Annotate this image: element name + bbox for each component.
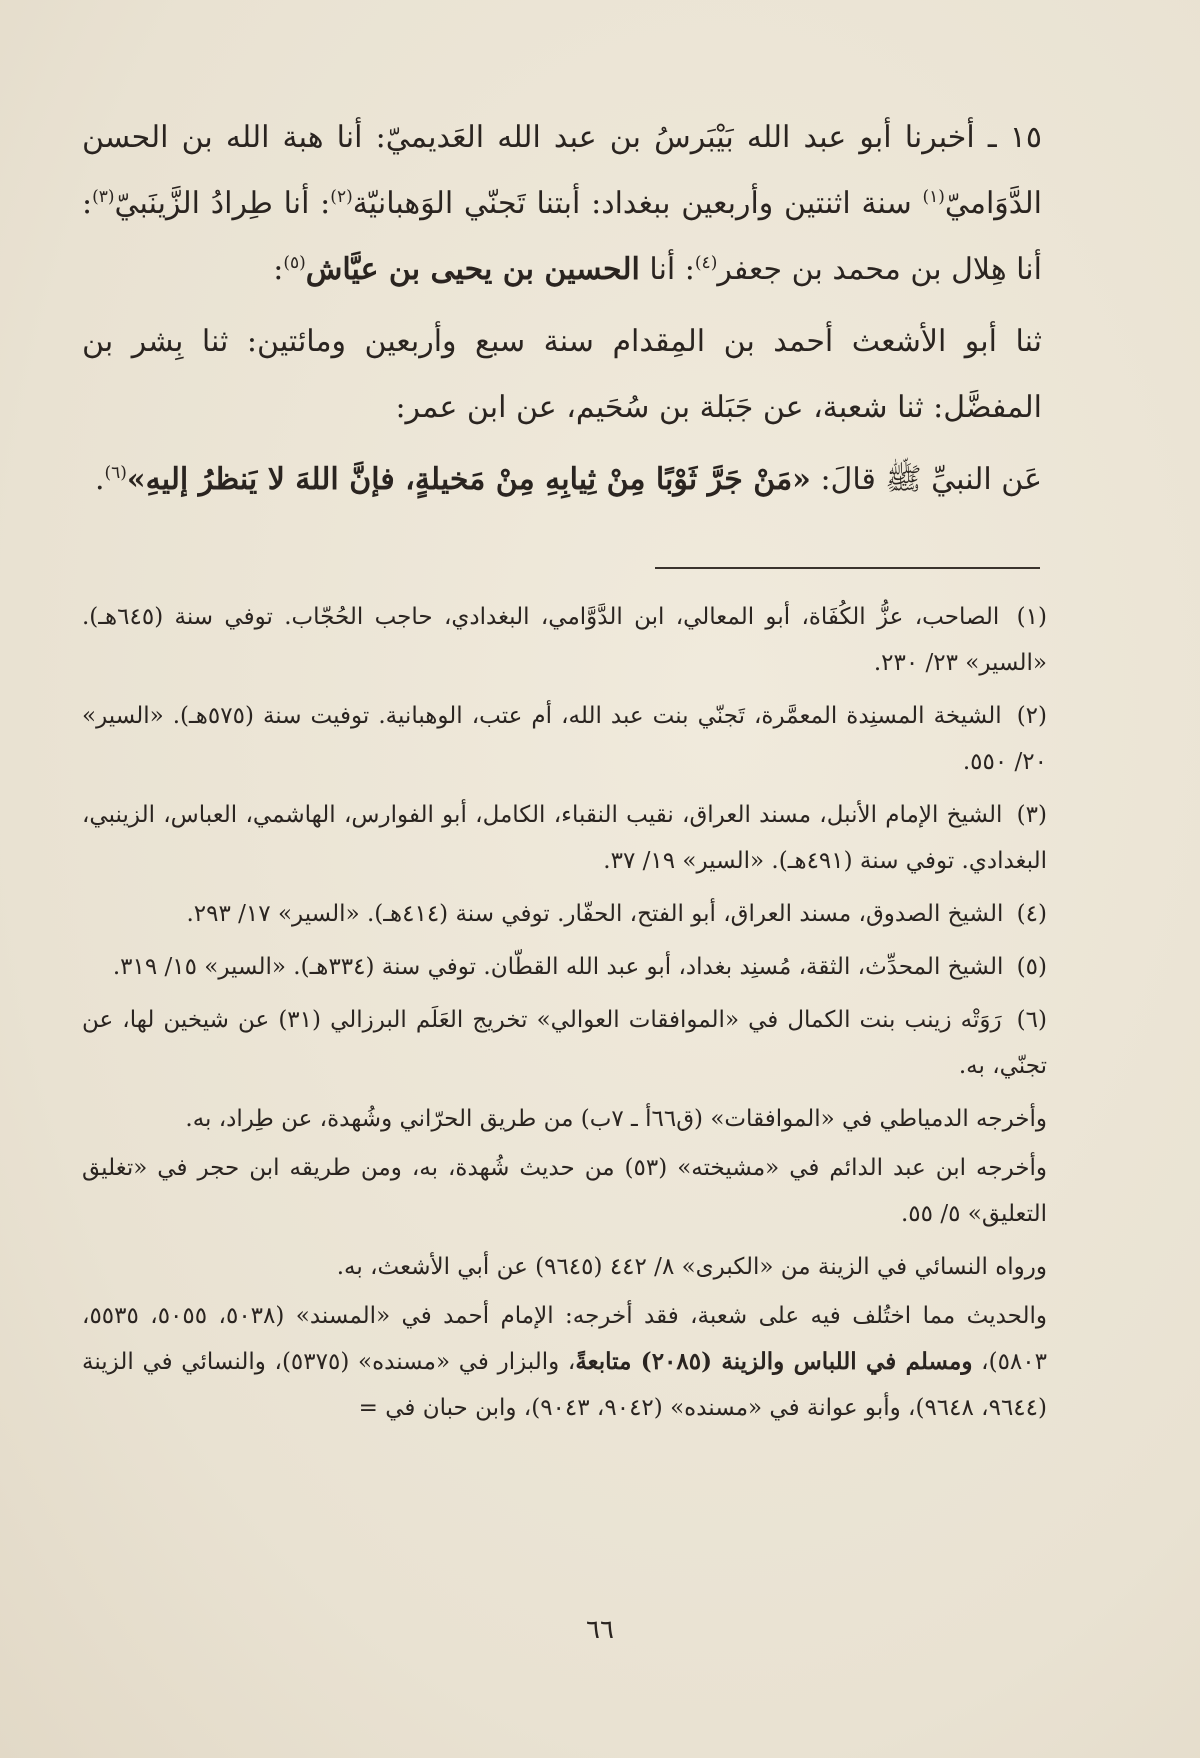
footnote-5 xyxy=(82,944,1047,990)
hadith-text: «مَنْ جَرَّ ثَوْبًا مِنْ ثِيابِهِ مِنْ مَخيلةٍ، فإنَّ اللهَ لا يَنظرُ إليهِ» xyxy=(126,462,811,497)
footnote-number: (٢) xyxy=(1016,703,1048,729)
footnote-text: الشيخ الإمام الأنبل، مسند العراق، نقيب النقباء، الكامل، أبو الفوارس، الهاشمي، العباس، الزينبي، البغدادي. توفي سنة (٤٩١هـ). «السير» ١٩/ ٣٧. xyxy=(82,802,1047,874)
footnote-2 xyxy=(82,693,1047,785)
footnote-marker-1: (١) xyxy=(922,187,945,207)
main-text xyxy=(82,105,1042,513)
footnote-number: (٤) xyxy=(1016,901,1047,927)
footnotes xyxy=(82,594,1047,1438)
footnote-number: (٦) xyxy=(1016,1007,1047,1033)
isnad-text-4: : أنا هِلال بن محمد بن جعفر xyxy=(82,186,1042,287)
footnote-marker-6: (٦) xyxy=(104,463,127,483)
hadith-end: . xyxy=(94,462,105,497)
footnote-text: الصاحب، عزُّ الكُفَاة، أبو المعالي، ابن الدَّوَّامي، البغدادي، حاجب الحُجّاب. توفي سنة (٦٤٥هـ). «السير» ٢٣/ ٢٣٠. xyxy=(82,604,1047,676)
footnote-text: الشيخة المسنِدة المعمَّرة، تَجنّي بنت عبد الله، أم عتب، الوهبانية. توفيت سنة (٥٧٥هـ). «السير» ٢٠/ ٥٥٠. xyxy=(82,703,1047,775)
continuation-bold: ومسلم في اللباس والزينة (٢٠٨٥) متابعةً xyxy=(575,1348,973,1375)
footnote-text: الشيخ المحدِّث، الثقة، مُسنِد بغداد، أبو عبد الله القطّان. توفي سنة (٣٣٤هـ). «السير» ١٥/ ٣١٩. xyxy=(112,954,1004,980)
footnote-marker-4: (٤) xyxy=(694,253,718,273)
footnote-continuation-2: وأخرجه ابن عبد الدائم في «مشيخته» (٥٣) من حديث شُهدة، به، ومن طريقه ابن حجر في «تغليق التعليق» ٥/ ٥٥. xyxy=(82,1155,1047,1227)
footnote-text: رَوَتْه زينب بنت الكمال في «الموافقات العوالي» تخريج العَلَم البرزالي (٣١) عن شيخين لها، عن تجنّي، به. xyxy=(82,1007,1047,1079)
hadith-paragraph xyxy=(82,447,1042,513)
footnote-continuation-1: وأخرجه الدمياطي في «الموافقات» (ق٦٦أ ـ ٧ب) من طريق الحرّاني وشُهدة، عن طِراد، به. xyxy=(185,1106,1047,1132)
footnote-4 xyxy=(82,891,1047,937)
footnote-continuation-4 xyxy=(82,1293,1047,1431)
footnote-text: الشيخ الصدوق، مسند العراق، أبو الفتح، الحفّار. توفي سنة (٤١٤هـ). «السير» ١٧/ ٢٩٣. xyxy=(186,901,1004,927)
footnote-marker-2: (٢) xyxy=(330,187,353,207)
continuation-text-a: والحديث مما اختُلف فيه على شعبة، فقد أخرجه: الإمام أحمد في «المسند» (٥٠٣٨، ٥٠٥٥، ٥٥٣٥، ٥٨٠٣)، xyxy=(82,1303,1048,1375)
footnote-1 xyxy=(82,594,1047,686)
page-number: ٦٦ xyxy=(586,1615,614,1645)
footnote-number: (٣) xyxy=(1016,802,1047,828)
continuation-text-b: ، والبزار في «مسنده» (٥٣٧٥)، والنسائي في الزينة (٩٦٤٤، ٩٦٤٨)، وأبو عوانة في «مسنده» (٩٠٤٢، ٩٠٤٣)، وابن حبان في = xyxy=(82,1349,1047,1421)
footnote-number: (١) xyxy=(1016,604,1047,630)
isnad-text-2: سنة اثنتين وأربعين ببغداد: أبتنا تَجنّي الوَهبانيّة xyxy=(352,186,923,221)
footnote-separator xyxy=(655,567,1040,569)
isnad-text-5: : أنا xyxy=(639,252,695,287)
hadith-intro: عَن النبيِّ ﷺ قالَ: xyxy=(810,462,1042,497)
isnad-text-1: ١٥ ـ أخبرنا أبو عبد الله بَيْبَرسُ بن عبد الله العَديميّ: أنا هبة الله بن الحسن الدَّوَاميّ xyxy=(82,120,1043,221)
footnote-3 xyxy=(82,792,1047,884)
isnad-text-6: : xyxy=(273,252,284,287)
chain-paragraph: ثنا أبو الأشعث أحمد بن المِقدام سنة سبع وأربعين ومائتين: ثنا بِشر بن المفضَّل: ثنا شعبة، عن جَبَلة بن سُحَيم، عن ابن عمر: xyxy=(82,324,1042,425)
isnad-text-3: : أنا طِرادُ الزَّينَبيّ xyxy=(114,186,331,221)
footnote-marker-5: (٥) xyxy=(283,253,306,273)
isnad-paragraph xyxy=(82,105,1042,303)
footnote-6 xyxy=(82,997,1047,1089)
footnote-continuation-3: ورواه النسائي في الزينة من «الكبرى» ٨/ ٤٤٢ (٩٦٤٥) عن أبي الأشعث، به. xyxy=(336,1254,1047,1280)
narrator-name: الحسين بن يحيى بن عيَّاش xyxy=(305,252,640,287)
footnote-marker-3: (٣) xyxy=(92,187,115,207)
footnote-number: (٥) xyxy=(1016,954,1047,980)
